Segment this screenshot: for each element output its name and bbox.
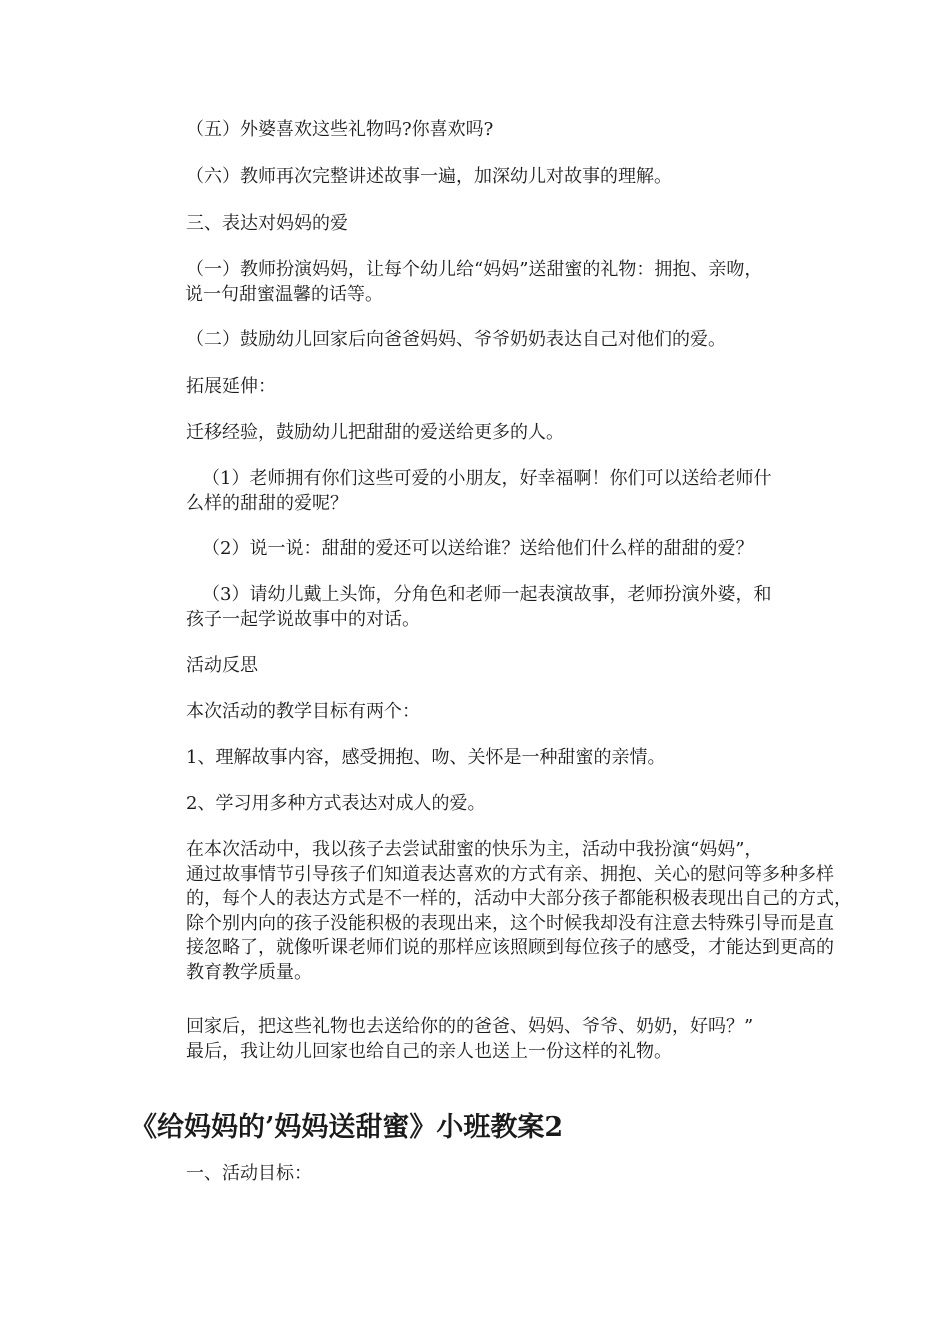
text-line: 教育教学质量。	[186, 961, 312, 983]
lesson-plan-title: 《给妈妈的’妈妈送甜蜜》小班教案2	[130, 1112, 564, 1143]
text-line: 通过故事情节引导孩子们知道表达喜欢的方式有亲、拥抱、关心的慰问等多种多样	[186, 863, 834, 885]
text-line: （一）教师扮演妈妈，让每个幼儿给“妈妈”送甜蜜的礼物：拥抱、亲吻，	[186, 259, 763, 280]
text-line: 么样的甜甜的爱呢？	[186, 492, 348, 514]
paragraph-6: （六）教师再次完整讲述故事一遍，加深幼儿对故事的理解。	[186, 166, 672, 187]
objectives-heading: 一、活动目标：	[186, 1163, 312, 1184]
paragraph-express-2: （二）鼓励幼儿回家后向爸爸妈妈、爷爷奶奶表达自己对他们的爱。	[186, 329, 726, 350]
goal-2: 2、学习用多种方式表达对成人的爱。	[186, 793, 486, 814]
extension-intro: 迁移经验，鼓励幼儿把甜甜的爱送给更多的人。	[186, 422, 564, 443]
text-line: 说一句甜蜜温馨的话等。	[185, 283, 383, 305]
extension-heading: 拓展延伸：	[186, 376, 276, 397]
text-line: 的，每个人的表达方式是不一样的，活动中大部分孩子都能积极表现出自己的方式，	[186, 888, 852, 909]
reflection-paragraph	[186, 838, 852, 985]
reflection-intro: 本次活动的教学目标有两个：	[186, 701, 420, 722]
section-heading-3: 三、表达对妈妈的爱	[186, 213, 348, 234]
text-line: 在本次活动中，我以孩子去尝试甜蜜的快乐为主，活动中我扮演“妈妈”，	[186, 839, 763, 860]
reflection-heading: 活动反思	[186, 655, 258, 676]
text-line: 孩子一起学说故事中的对话。	[186, 608, 420, 630]
extension-item-2: （2）说一说：甜甜的爱还可以送给谁？送给他们什么样的甜甜的爱？	[202, 538, 754, 559]
paragraph-5: （五）外婆喜欢这些礼物吗?你喜欢吗?	[186, 119, 494, 140]
text-line: 最后，我让幼儿回家也给自己的亲人也送上一份这样的礼物。	[186, 1040, 672, 1062]
extension-item-1	[186, 467, 771, 516]
closing-paragraph	[186, 1015, 753, 1064]
text-line: 回家后，把这些礼物也去送给你的的爸爸、妈妈、爷爷、奶奶，好吗？”	[186, 1016, 754, 1037]
goal-1: 1、理解故事内容，感受拥抱、吻、关怀是一种甜蜜的亲情。	[186, 747, 666, 768]
paragraph-express-1	[186, 258, 762, 307]
text-line: （1）老师拥有你们这些可爱的小朋友，好幸福啊！你们可以送给老师什	[202, 468, 772, 489]
extension-item-3	[186, 583, 771, 632]
text-line: （3）请幼儿戴上头饰，分角色和老师一起表演故事，老师扮演外婆，和	[202, 584, 772, 605]
text-line: 接忽略了，就像听课老师们说的那样应该照顾到每位孩子的感受，才能达到更高的	[186, 937, 834, 958]
text-line: 除个别内向的孩子没能积极的表现出来，这个时候我却没有注意去特殊引导而是直	[186, 912, 834, 934]
